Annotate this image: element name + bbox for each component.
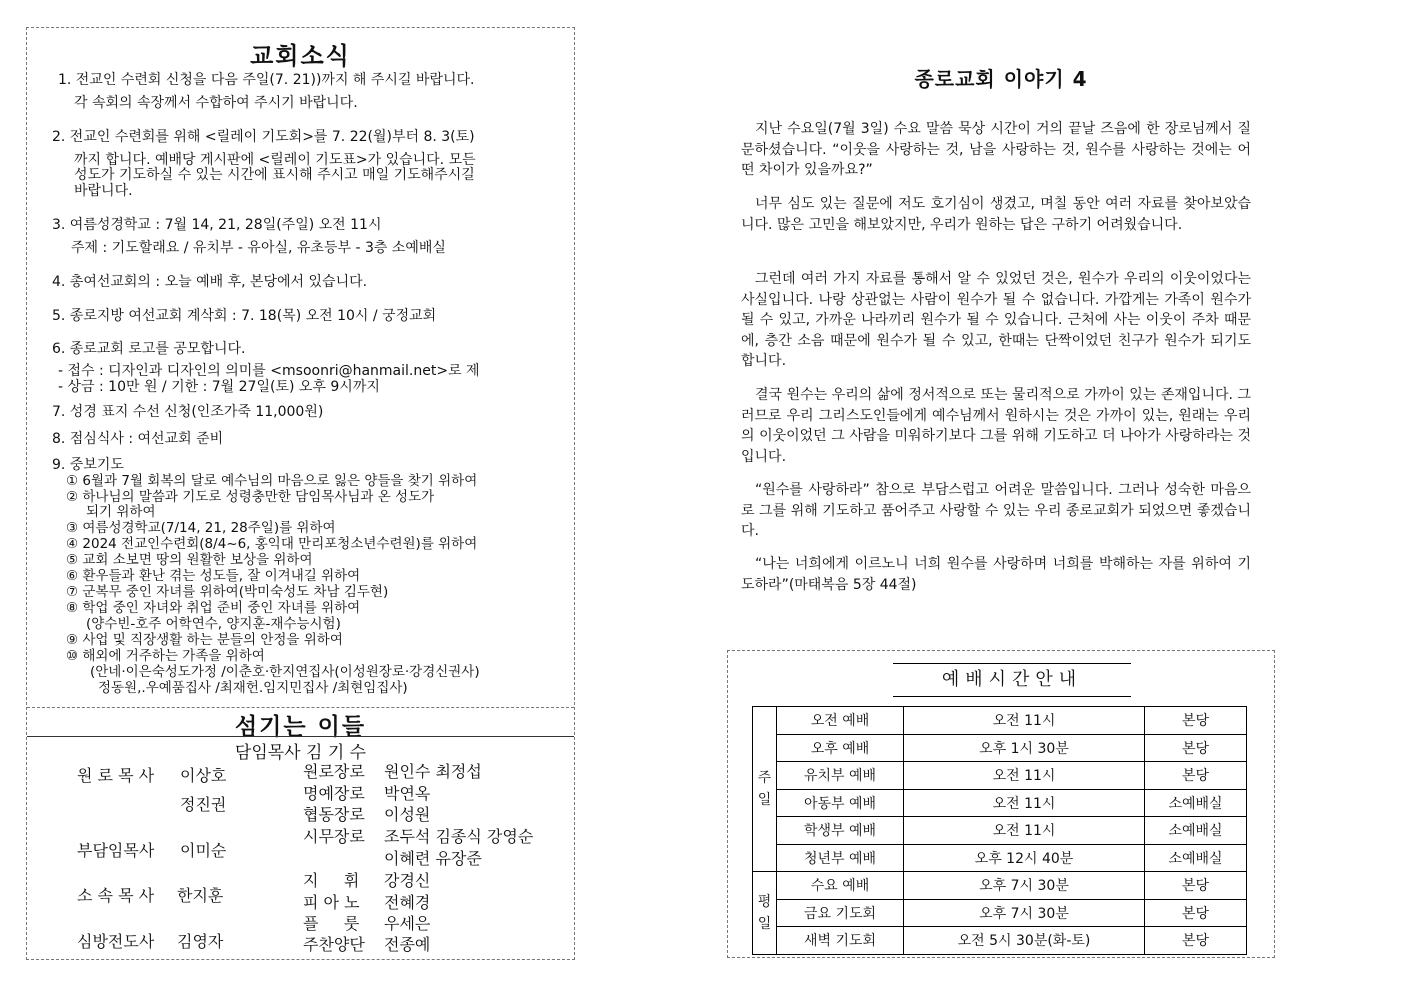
server-role: 지 휘 (303, 871, 360, 890)
server-role: 명예장로 (303, 784, 365, 803)
schedule-title: 예배시간안내 (893, 663, 1131, 697)
server-role: 주찬양단 (303, 935, 365, 954)
prayer-item: ⑧ 학업 중인 자녀와 취업 준비 중인 자녀를 위하여 (66, 600, 361, 616)
table-row (753, 789, 1247, 817)
prayer-item: ④ 2024 전교인수련회(8/4~6, 홍익대 만리포청소년수련원)를 위하여 (66, 536, 478, 552)
server-role: 협동장로 (303, 805, 365, 824)
server-role: 원 로 목 사 (77, 766, 155, 785)
server-name: 김영자 (177, 932, 224, 951)
church-news-title: 교회소식 (250, 42, 351, 70)
news-item-7: 7. 성경 표지 수선 신청(인조가죽 11,000원) (52, 404, 324, 420)
news-item-2-cont: 바랍니다. (74, 183, 133, 199)
service-time: 오전 11시 (904, 789, 1145, 817)
table-row (753, 817, 1247, 845)
service-place: 본당 (1145, 762, 1247, 790)
prayer-item: ② 하나님의 말씀과 기도로 성령충만한 담임목사님과 온 성도가 (66, 489, 435, 505)
server-name: 전종예 (384, 935, 431, 954)
prayer-item: 되기 위하여 (86, 504, 156, 520)
server-name: 이혜련 유장준 (384, 849, 482, 868)
service-place: 본당 (1145, 872, 1247, 900)
server-name: 우세은 (384, 914, 431, 933)
story-title: 종로교회 이야기 4 (914, 67, 1088, 91)
server-role: 소 속 목 사 (77, 886, 155, 905)
prayer-item: ① 6월과 7월 회복의 달로 예수님의 마음으로 잃은 양들을 찾기 위하여 (66, 473, 478, 489)
story-paragraph: “원수를 사랑하라” 참으로 부담스럽고 어려운 말씀입니다. 그러나 성숙한 마음으로 그를 위해 기도하고 품어주고 사랑할 수 있는 우리 종로교회가 되었으면 좋겠습니다. (741, 482, 1251, 540)
news-item-6: 6. 종로교회 로고를 공모합니다. (52, 341, 246, 357)
service-place: 본당 (1145, 707, 1247, 735)
table-row (753, 707, 1247, 735)
story-paragraph: “나는 너희에게 이르노니 너희 원수를 사랑하며 너희를 박해하는 자를 위하여 기도하라”(마태복음 5장 44절) (741, 556, 1251, 593)
news-item-6-cont: - 접수 : 디자인과 디자인의 의미를 <msoonri@hanmail.net>로 제 (58, 363, 480, 379)
prayer-item: (안네·이은숙성도가정 /이춘호·한지연집사(이성원장로·강경신권사) (90, 664, 480, 680)
server-name: 원인수 최정섭 (384, 762, 482, 781)
service-time: 오전 11시 (904, 707, 1145, 735)
service-place: 소예배실 (1145, 844, 1247, 872)
service-name: 오전 예배 (777, 707, 904, 735)
server-name: 한지훈 (177, 886, 224, 905)
server-name: 강경신 (384, 871, 431, 890)
news-item-5: 5. 종로지방 여선교회 계삭회 : 7. 18(목) 오전 10시 / 궁정교회 (52, 308, 437, 324)
news-item-6-cont: - 상금 : 10만 원 / 기한 : 7월 27일(토) 오후 9시까지 (58, 379, 380, 395)
weekday-label: 평 일 (753, 872, 777, 955)
service-name: 오후 예배 (777, 734, 904, 762)
service-time: 오후 7시 30분 (904, 872, 1145, 900)
prayer-item: ⑩ 해외에 거주하는 가족을 위하여 (66, 648, 265, 664)
service-place: 소예배실 (1145, 817, 1247, 845)
service-name: 새벽 기도회 (777, 927, 904, 955)
sunday-label: 주 일 (753, 707, 777, 872)
service-name: 아동부 예배 (777, 789, 904, 817)
table-row (753, 872, 1247, 900)
server-name: 조두석 김종식 강영순 (384, 827, 534, 846)
news-item-3: 3. 여름성경학교 : 7월 14, 21, 28일(주일) 오전 11시 (52, 217, 382, 233)
news-item-3-cont: 주제 : 기도할래요 / 유치부 - 유아실, 유초등부 - 3층 소예배실 (71, 240, 446, 256)
senior-pastor: 담임목사 김 기 수 (234, 743, 367, 763)
service-time: 오전 5시 30분(화-토) (904, 927, 1145, 955)
server-name: 박연옥 (384, 784, 431, 803)
service-place: 소예배실 (1145, 789, 1247, 817)
server-role: 시무장로 (303, 827, 365, 846)
news-item-9: 9. 중보기도 (52, 457, 124, 473)
prayer-item: ③ 여름성경학교(7/14, 21, 28주일)를 위하여 (66, 520, 336, 536)
table-row (753, 899, 1247, 927)
story-paragraph: 그런데 여러 가지 자료를 통해서 알 수 있었던 것은, 원수가 우리의 이웃이었다는 사실입니다. 나랑 상관없는 사람이 원수가 될 수 없습니다. 가깝게는 가족이 원수가 될 수 있고, 가까운 나라끼리 원수가 될 수 있습니다. 근처에 사는 이웃이 주차 때문에, 층간 소음 때문에 원수가 될 수 있고, 한때는 단짝이었던 친구가 원수가 되기도 합니다. (741, 271, 1251, 370)
news-item-8: 8. 점심식사 : 여선교회 준비 (52, 431, 224, 447)
service-name: 유치부 예배 (777, 762, 904, 790)
server-role: 부담임목사 (77, 841, 155, 860)
service-place: 본당 (1145, 899, 1247, 927)
prayer-item: ⑤ 교회 소보면 땅의 원활한 보상을 위하여 (66, 552, 313, 568)
service-name: 학생부 예배 (777, 817, 904, 845)
server-name: 이미순 (180, 841, 227, 860)
prayer-item: (양수빈-호주 어학연수, 양지훈-재수능시험) (86, 616, 341, 632)
news-item-2: 2. 전교인 수련회를 위해 <릴레이 기도회>를 7. 22(월)부터 8. 3(토) (52, 129, 475, 145)
servers-title: 섬기는 이들 (234, 714, 367, 740)
news-item-1: 1. 전교인 수련회 신청을 다음 주일(7. 21))까지 해 주시길 바랍니다. (58, 72, 475, 88)
story-paragraph: 너무 심도 있는 질문에 저도 호기심이 생겼고, 며칠 동안 여러 자료를 찾아보았습니다. 많은 고민을 해보았지만, 우리가 원하는 답은 구하기 어려웠습니다. (741, 196, 1251, 233)
table-row (753, 927, 1247, 955)
story-paragraph: 지난 수요일(7월 3일) 수요 말씀 묵상 시간이 거의 끝날 즈음에 한 장로님께서 질문하셨습니다. “이웃을 사랑하는 것, 남을 사랑하는 것, 원수를 사랑하는 것에는 어떤 차이가 있을까요?” (741, 121, 1251, 179)
prayer-item: ⑦ 군복무 중인 자녀를 위하여(박미숙성도 차남 김두현) (66, 584, 389, 600)
news-item-1-cont: 각 속회의 속장께서 수합하여 주시기 바랍니다. (74, 95, 358, 111)
server-role: 플 룻 (303, 914, 360, 933)
server-name: 이상호 (180, 766, 227, 785)
server-name: 전혜경 (384, 893, 431, 912)
server-name: 이성원 (384, 805, 431, 824)
news-item-2-cont: 까지 합니다. 예배당 게시판에 <릴레이 기도표>가 있습니다. 모든 (74, 152, 476, 168)
service-time: 오후 1시 30분 (904, 734, 1145, 762)
story-paragraph: 결국 원수는 우리의 삶에 정서적으로 또는 물리적으로 가까이 있는 존재입니다. 그러므로 우리 그리스도인들에게 예수님께서 원하시는 것은 가까이 있는, 원래는 우리의 이웃이었던 그 사람을 미워하기보다 그를 위해 기도하고 더 나아가 사랑하라는 것입니다. (741, 387, 1251, 465)
table-row (753, 844, 1247, 872)
prayer-item: ⑨ 사업 및 직장생활 하는 분들의 안정을 위하여 (66, 632, 343, 648)
worship-schedule-panel (727, 650, 1275, 958)
service-time: 오전 11시 (904, 762, 1145, 790)
service-time: 오후 7시 30분 (904, 899, 1145, 927)
news-item-4: 4. 총여선교회의 : 오늘 예배 후, 본당에서 있습니다. (52, 274, 368, 290)
service-place: 본당 (1145, 927, 1247, 955)
news-item-2-cont: 성도가 기도하실 수 있는 시간에 표시해 주시고 매일 기도해주시길 (74, 167, 475, 183)
service-time: 오전 11시 (904, 817, 1145, 845)
service-name: 청년부 예배 (777, 844, 904, 872)
service-time: 오후 12시 40분 (904, 844, 1145, 872)
schedule-table (752, 706, 1247, 955)
church-news-panel (26, 27, 575, 960)
server-role: 원로장로 (303, 762, 365, 781)
table-row (753, 762, 1247, 790)
prayer-item: ⑥ 환우들과 환난 겪는 성도들, 잘 이겨내길 위하여 (66, 568, 361, 584)
service-place: 본당 (1145, 734, 1247, 762)
prayer-item: 정동원,.우예품집사 /최재헌.임지민집사 /최현임집사) (98, 680, 408, 696)
service-name: 금요 기도회 (777, 899, 904, 927)
server-name: 정진권 (180, 795, 227, 814)
server-role: 심방전도사 (77, 932, 155, 951)
service-name: 수요 예배 (777, 872, 904, 900)
section-divider (27, 736, 574, 737)
server-role: 피 아 노 (303, 893, 360, 912)
table-row (753, 734, 1247, 762)
